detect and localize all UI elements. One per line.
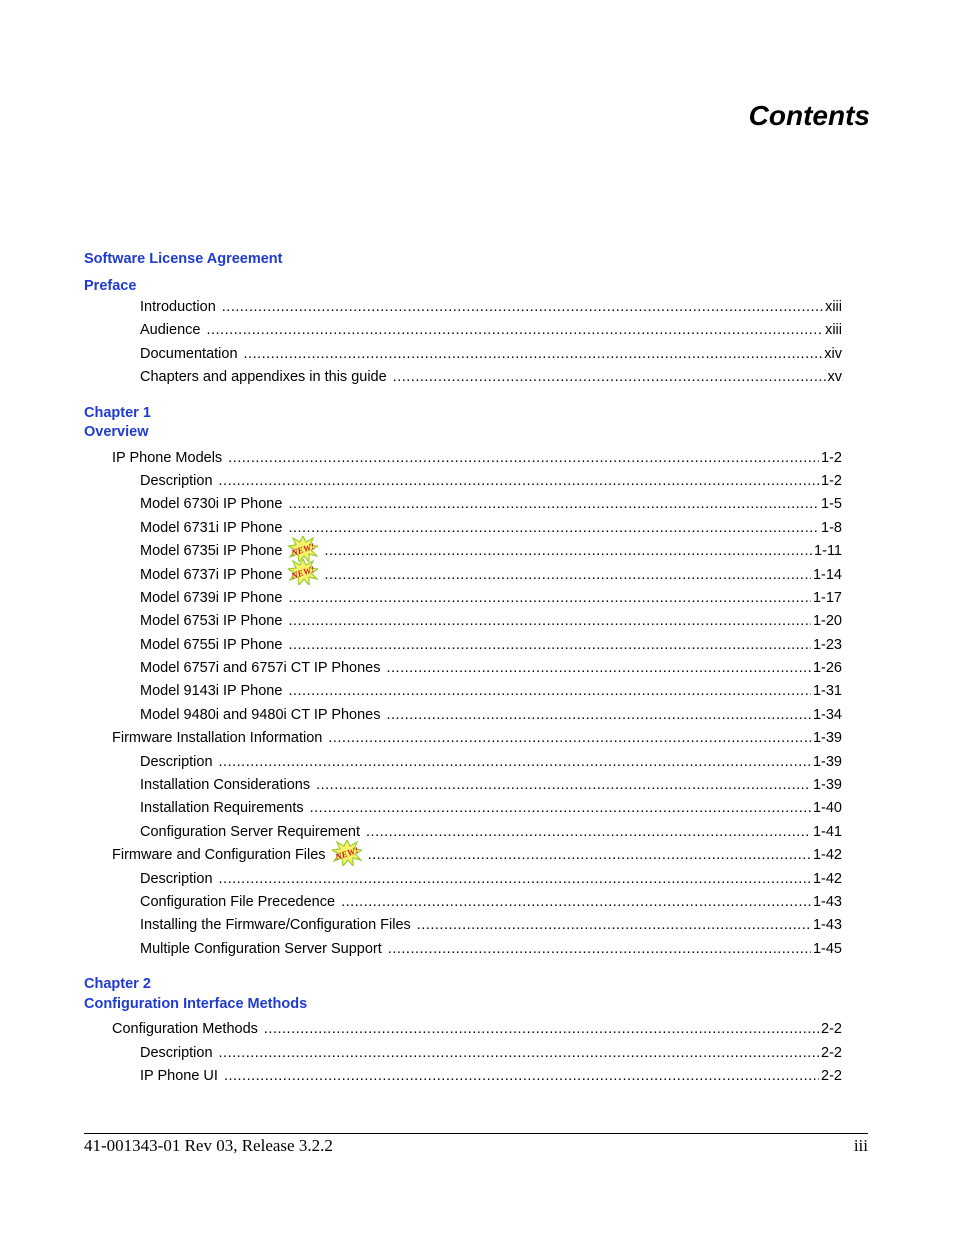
toc-entry-page: 1-39 xyxy=(812,753,842,770)
toc-entry-page: 2-2 xyxy=(821,1067,842,1084)
toc-entry-page: 1-11 xyxy=(814,543,842,560)
dot-leader xyxy=(219,470,820,493)
chapter-heading xyxy=(84,404,842,443)
dot-leader xyxy=(244,343,823,366)
dot-leader xyxy=(417,914,811,937)
chapter-heading xyxy=(84,975,842,1014)
dot-leader xyxy=(288,517,819,540)
page-title: Contents xyxy=(748,100,870,131)
footer-divider xyxy=(84,1133,868,1134)
toc-entry[interactable] xyxy=(84,868,842,891)
dot-leader xyxy=(388,938,811,961)
toc-entry[interactable] xyxy=(84,610,842,633)
toc-entry-page: 2-2 xyxy=(821,1021,842,1038)
toc-entry-page: 1-40 xyxy=(812,800,842,817)
toc-entry[interactable] xyxy=(84,540,842,563)
toc-entry-page: xiii xyxy=(825,322,842,339)
toc-entry-title: Model 6753i IP Phone xyxy=(140,613,283,630)
toc-entry-title: Model 6757i and 6757i CT IP Phones xyxy=(140,660,381,677)
chapter-label-link[interactable]: Chapter 2 xyxy=(84,976,151,993)
dot-leader xyxy=(310,797,811,820)
dot-leader xyxy=(368,844,811,867)
dot-leader xyxy=(219,1042,820,1065)
dot-leader xyxy=(224,1065,819,1088)
toc-entry-page: 1-20 xyxy=(812,613,842,630)
new-badge-icon xyxy=(288,559,318,585)
toc-entry-page: 1-42 xyxy=(812,870,842,887)
toc-heading-link[interactable]: Software License Agreement xyxy=(84,251,283,267)
toc-entry-page: 1-43 xyxy=(812,893,842,910)
dot-leader xyxy=(288,634,811,657)
toc-entry-page: 2-2 xyxy=(821,1044,842,1061)
toc-entry-title: Documentation xyxy=(140,345,238,362)
new-badge-label: NEW! xyxy=(290,540,317,558)
dot-leader xyxy=(206,319,823,342)
toc-entry-title: Model 6730i IP Phone xyxy=(140,496,283,513)
toc-entry-page: 1-23 xyxy=(812,636,842,653)
toc-entry[interactable] xyxy=(84,751,842,774)
toc-entry-title: Configuration File Precedence xyxy=(140,893,336,910)
toc-entry[interactable] xyxy=(84,493,842,516)
toc-entry[interactable] xyxy=(84,296,842,319)
toc-entry-page: xv xyxy=(827,369,842,386)
toc-entry-title: Description xyxy=(140,753,213,770)
dot-leader xyxy=(387,704,811,727)
toc-entry-title: Model 6731i IP Phone xyxy=(140,519,283,536)
toc-entry-page: 1-17 xyxy=(812,589,842,606)
dot-leader xyxy=(324,564,811,587)
toc-entry-page: 1-41 xyxy=(812,823,842,840)
dot-leader xyxy=(219,868,811,891)
toc-entry-title: Description xyxy=(140,870,213,887)
toc-entry[interactable] xyxy=(84,657,842,680)
new-badge-icon xyxy=(332,840,362,866)
toc-entry[interactable] xyxy=(84,470,842,493)
toc-entry-page: 1-2 xyxy=(821,449,842,466)
toc-entry-page: xiv xyxy=(824,345,842,362)
toc-entry-title: IP Phone UI xyxy=(140,1067,218,1084)
toc-entry-page: 1-2 xyxy=(821,472,842,489)
toc-entry-page: 1-45 xyxy=(812,940,842,957)
dot-leader xyxy=(264,1018,819,1041)
dot-leader xyxy=(366,821,811,844)
chapter-title-link[interactable]: Configuration Interface Methods xyxy=(84,995,308,1012)
toc-entry[interactable] xyxy=(84,517,842,540)
toc-entry-title: Model 6739i IP Phone xyxy=(140,589,283,606)
toc-entry-title: Model 6735i IP Phone xyxy=(140,543,283,560)
dot-leader xyxy=(387,657,811,680)
toc-entry[interactable] xyxy=(84,319,842,342)
toc-entry-page: 1-39 xyxy=(812,777,842,794)
toc-entry-page: 1-42 xyxy=(812,847,842,864)
dot-leader xyxy=(288,587,811,610)
toc-entry-title: IP Phone Models xyxy=(112,449,223,466)
toc-entry-title: Model 9480i and 9480i CT IP Phones xyxy=(140,706,381,723)
toc-entry-title: Description xyxy=(140,472,213,489)
toc-entry-title: Configuration Server Requirement xyxy=(140,823,361,840)
toc-entry[interactable] xyxy=(84,1042,842,1065)
toc-entry-title: Model 6737i IP Phone xyxy=(140,566,283,583)
dot-leader xyxy=(288,493,819,516)
toc-entry[interactable] xyxy=(84,447,842,470)
toc-entry-title: Installing the Firmware/Configuration Files xyxy=(140,917,411,934)
dot-leader xyxy=(228,447,819,470)
new-badge-icon xyxy=(288,536,318,562)
toc-entry[interactable] xyxy=(84,1018,842,1041)
toc-entry-page: 1-43 xyxy=(812,917,842,934)
toc-entry[interactable] xyxy=(84,704,842,727)
toc-entry[interactable] xyxy=(84,366,842,389)
toc-entry[interactable] xyxy=(84,1065,842,1088)
toc-entry-title: Configuration Methods xyxy=(112,1021,258,1038)
toc-entry[interactable] xyxy=(84,891,842,914)
toc-entry-title: Introduction xyxy=(140,298,216,315)
toc-entry-page: 1-14 xyxy=(812,566,842,583)
toc-entry-title: Model 9143i IP Phone xyxy=(140,683,283,700)
dot-leader xyxy=(341,891,811,914)
toc-entry[interactable] xyxy=(84,797,842,820)
toc-entry-page: 1-26 xyxy=(812,660,842,677)
toc-entry-page: 1-31 xyxy=(812,683,842,700)
toc-entry-page: 1-5 xyxy=(821,496,842,513)
toc-entry-title: Description xyxy=(140,1044,213,1061)
toc-entry[interactable] xyxy=(84,343,842,366)
toc-entry-title: Multiple Configuration Server Support xyxy=(140,940,382,957)
dot-leader xyxy=(393,366,826,389)
footer-document-id: 41-001343-01 Rev 03, Release 3.2.2 xyxy=(84,1136,333,1155)
toc-entry-page: 1-8 xyxy=(821,519,842,536)
chapter-title-link[interactable]: Overview xyxy=(84,424,149,441)
toc-entry[interactable] xyxy=(84,938,842,961)
toc-entry[interactable] xyxy=(84,587,842,610)
toc-entry[interactable] xyxy=(84,680,842,703)
toc-entry-page: 1-34 xyxy=(812,706,842,723)
toc-entry[interactable] xyxy=(84,634,842,657)
toc-entry[interactable] xyxy=(84,914,842,937)
dot-leader xyxy=(288,680,811,703)
dot-leader xyxy=(328,727,811,750)
dot-leader xyxy=(222,296,823,319)
toc-entry-title: Installation Requirements xyxy=(140,800,304,817)
toc-entry-title: Audience xyxy=(140,322,201,339)
toc-entry[interactable] xyxy=(84,727,842,750)
toc-entry-page: 1-39 xyxy=(812,730,842,747)
new-badge-label: NEW! xyxy=(290,563,317,581)
toc-entry[interactable] xyxy=(84,821,842,844)
toc-heading-link[interactable]: Preface xyxy=(84,278,137,294)
dot-leader xyxy=(219,751,811,774)
dot-leader xyxy=(324,540,812,563)
dot-leader xyxy=(316,774,811,797)
toc-entry[interactable] xyxy=(84,774,842,797)
toc-entry[interactable] xyxy=(84,564,842,587)
toc-entry-title: Installation Considerations xyxy=(140,777,311,794)
table-of-contents xyxy=(84,250,842,1088)
toc-entry-page: xiii xyxy=(825,298,842,315)
toc-entry-title: Model 6755i IP Phone xyxy=(140,636,283,653)
chapter-label-link[interactable]: Chapter 1 xyxy=(84,404,151,421)
toc-entry[interactable] xyxy=(84,844,842,867)
dot-leader xyxy=(288,610,811,633)
toc-entry-title: Firmware Installation Information xyxy=(112,730,323,747)
toc-entry-title: Chapters and appendixes in this guide xyxy=(140,369,387,386)
new-badge-label: NEW! xyxy=(333,844,360,862)
toc-entry-title: Firmware and Configuration Files xyxy=(112,847,326,864)
footer-page-number: iii xyxy=(853,1136,868,1155)
